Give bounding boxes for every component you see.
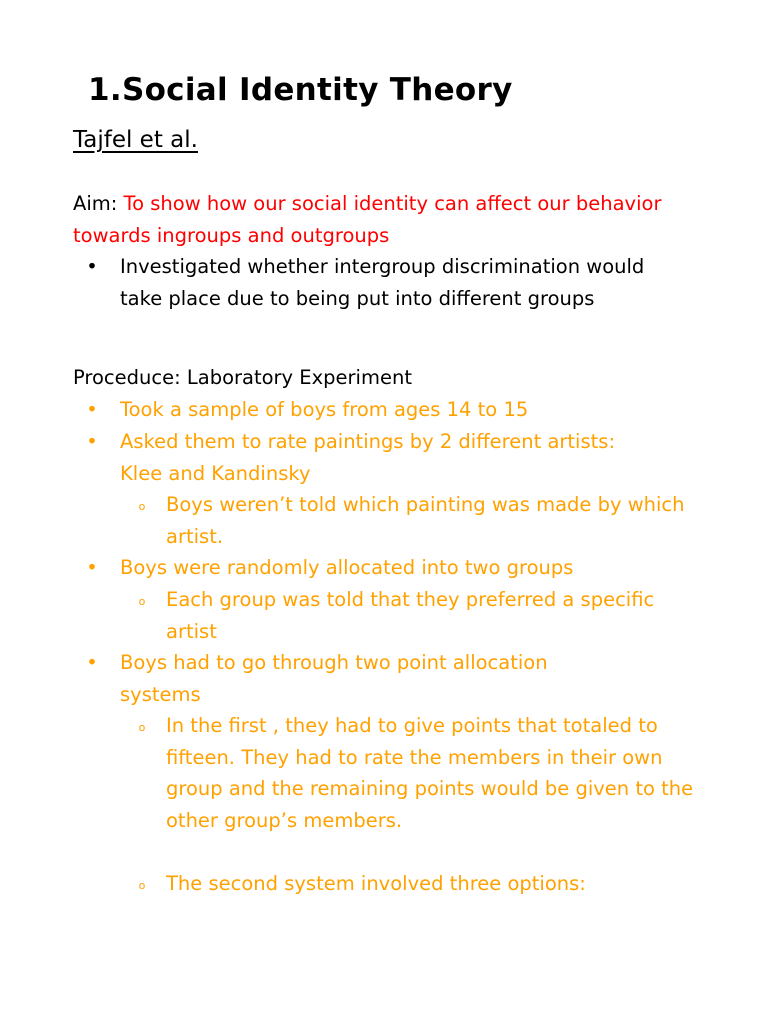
bullet-marker: • [86,556,98,579]
procedure-label: Proceduce: Laboratory Experiment [73,366,412,389]
procedure-subitem-text: The second system involved three options: [166,872,586,895]
page-title: 1.Social Identity Theory [88,72,513,108]
procedure-subitem-text: Boys weren’t told which painting was made by which artist. [166,493,685,548]
procedure-subitem [132,489,692,553]
procedure-item [82,426,682,490]
aim-paragraph [73,188,713,251]
procedure-item [82,647,682,711]
procedure-item-text: Boys were randomly allocated into two groups [120,556,574,579]
author-heading: Tajfel et al. [73,127,198,153]
procedure-item-text: Boys had to go through two point allocation systems [120,651,548,706]
bullet-marker: • [86,255,98,278]
circle-marker: o [138,500,146,513]
procedure-item-text: Took a sample of boys from ages 14 to 15 [120,398,529,421]
circle-marker: o [138,595,146,608]
aim-label: Aim: [73,192,118,215]
bullet-marker: • [86,398,98,421]
procedure-item-text: Asked them to rate paintings by 2 different artists: Klee and Kandinsky [120,430,616,485]
procedure-item [82,394,682,426]
bullet-marker: • [86,651,98,674]
circle-marker: o [138,879,146,892]
aim-text: To show how our social identity can affect our behavior towards ingroups and outgroups [73,192,662,247]
procedure-item [82,552,682,584]
circle-marker: o [138,721,146,734]
procedure-subitem-text: In the first , they had to give points that totaled to fifteen. They had to rate the members in their own group and the remaining points would be given to the other group’s members. [166,714,694,832]
bullet-marker: • [86,430,98,453]
aim-bullet-text: Investigated whether intergroup discrimination would take place due to being put into different groups [120,255,645,310]
procedure-subitem-text: Each group was told that they preferred a specific artist [166,588,655,643]
procedure-subitem [132,868,712,900]
procedure-subitem [132,584,692,648]
aim-bullet-item [82,251,682,351]
procedure-subitem [132,710,712,870]
